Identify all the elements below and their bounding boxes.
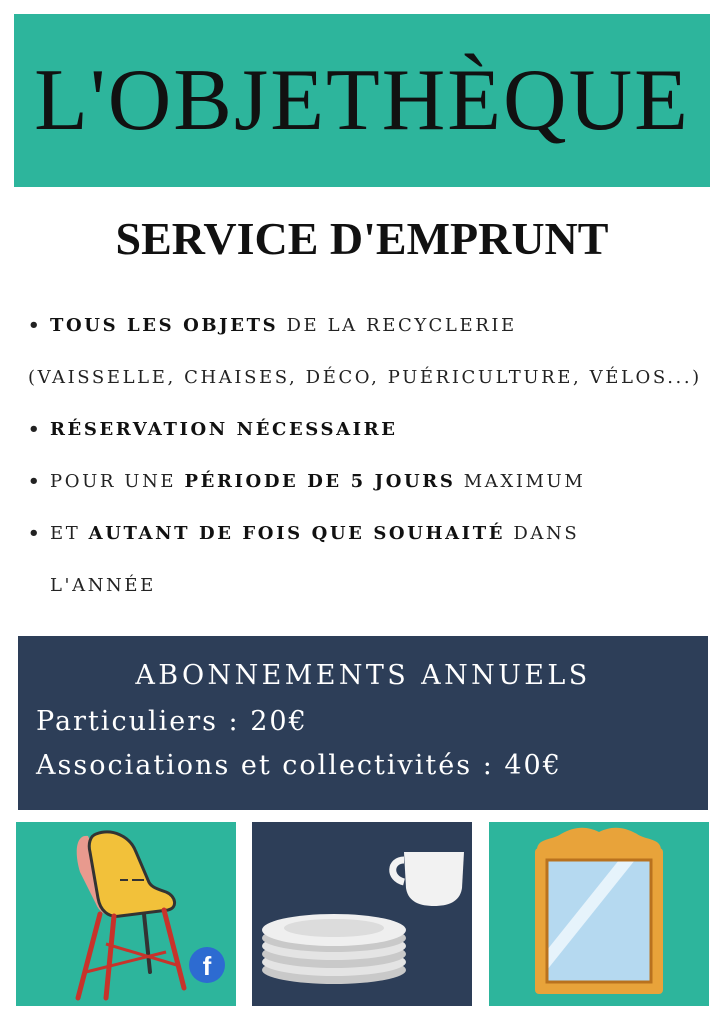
bullet-icon: • [28,419,43,440]
item-text-before: POUR UNE [50,471,185,492]
mirror-tile [489,822,709,1006]
features-list [28,300,708,612]
item-bold: PÉRIODE DE 5 JOURS [184,471,456,492]
subscriptions-box [18,636,708,810]
item-text: DE LA RECYCLERIE [278,315,517,336]
dishes-tile [252,822,472,1006]
list-item [28,456,708,508]
item-text: MAXIMUM [455,471,586,492]
page-title: L'OBJETHÈQUE [34,52,690,149]
price-associations: Associations et collectivités : 40€ [36,750,562,781]
list-item-continuation [28,560,708,612]
item-text: DANS [505,523,580,544]
price-individuals: Particuliers : 20€ [36,706,308,737]
bullet-icon: • [28,471,43,492]
mirror-icon [489,822,709,1006]
subscriptions-title: ABONNEMENTS ANNUELS [135,660,591,691]
item-continuation: (VAISSELLE, CHAISES, DÉCO, PUÉRICULTURE, VÉLOS...) [28,367,702,388]
facebook-icon[interactable]: f [189,947,225,983]
item-bold: RÉSERVATION NÉCESSAIRE [50,419,398,440]
list-item [28,508,708,560]
list-item-continuation [28,352,708,404]
title-banner [14,14,710,187]
item-text-before: ET [50,523,89,544]
service-subtitle: SERVICE D'EMPRUNT [115,213,609,264]
dishes-icon [252,822,472,1006]
item-continuation: L'ANNÉE [50,575,156,596]
item-bold: TOUS LES OBJETS [50,315,279,336]
bullet-icon: • [28,315,43,336]
bullet-icon: • [28,523,43,544]
list-item [28,300,708,352]
item-bold: AUTANT DE FOIS QUE SOUHAITÉ [88,523,506,544]
list-item [28,404,708,456]
